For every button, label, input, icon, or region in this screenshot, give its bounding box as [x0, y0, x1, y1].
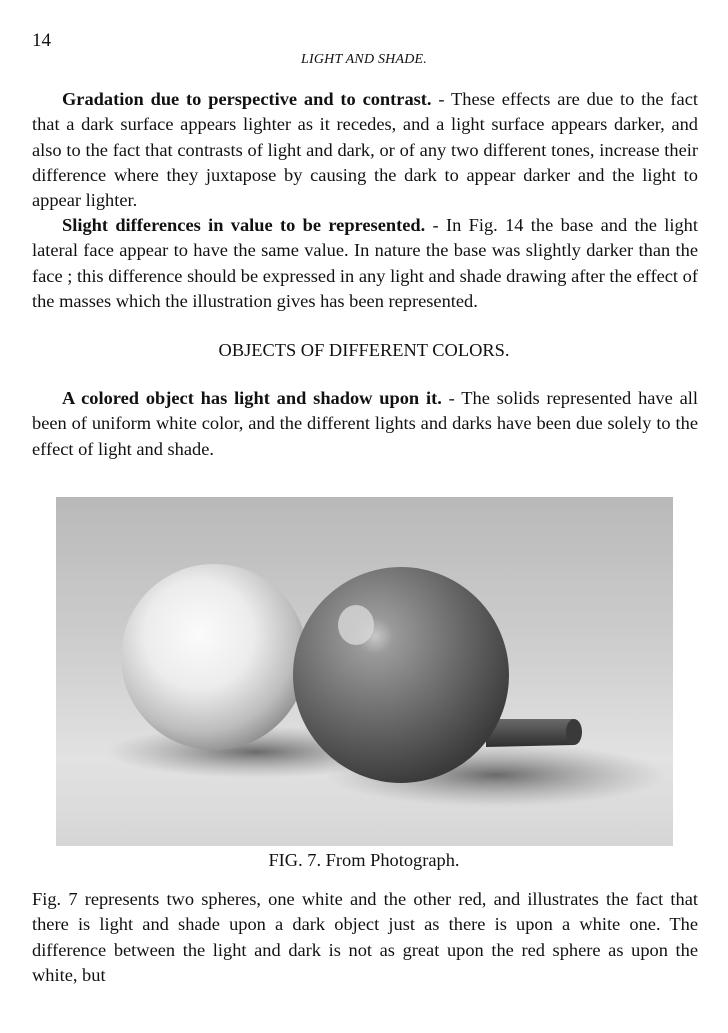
paragraph-lead: Gradation due to perspective and to contrast. [62, 89, 432, 109]
figure-caption: FIG. 7. From Photograph. [268, 850, 460, 870]
paragraph-colored-object [32, 386, 698, 462]
paragraph-text: - In Fig. 14 the base and the light lateral face appear to have the same value. In nature the base was slightly darker than the face ; this difference should be expressed in any light and shade drawing after the effect of the masses which the illustration gives has been represented. [32, 215, 698, 311]
paragraph-fig7-description: Fig. 7 represents two spheres, one white and the other red, and illustrates the fact that there is light and shade upon a dark object just as there is upon a white one. The difference between the light and dark is not as great upon the red sphere as upon the white, but [32, 889, 698, 985]
paragraph-gradation [32, 87, 698, 213]
spheres-photo [56, 497, 673, 846]
page-number: 14 [32, 30, 51, 51]
paragraph-text: - The solids represented have all been of uniform white color, and the different lights and darks have been due solely to the effect of light and shade. [32, 388, 698, 459]
paragraph-slight-differences [32, 213, 698, 314]
section-heading: OBJECTS OF DIFFERENT COLORS. [218, 340, 510, 360]
figure-photograph [56, 497, 673, 846]
paragraph-lead: Slight differences in value to be represented. [62, 215, 426, 235]
paragraph-lead: A colored object has light and shadow upon it. [62, 388, 442, 408]
paragraph-text: - These effects are due to the fact that a dark surface appears lighter as it recedes, and a light surface appears darker, and also to the fact that contrasts of light and dark, or of any two different tones, increase their difference where they juxtapose by causing the dark to appear darker and the light to appear lighter. [32, 89, 698, 211]
running-head: LIGHT AND SHADE. [301, 52, 427, 67]
